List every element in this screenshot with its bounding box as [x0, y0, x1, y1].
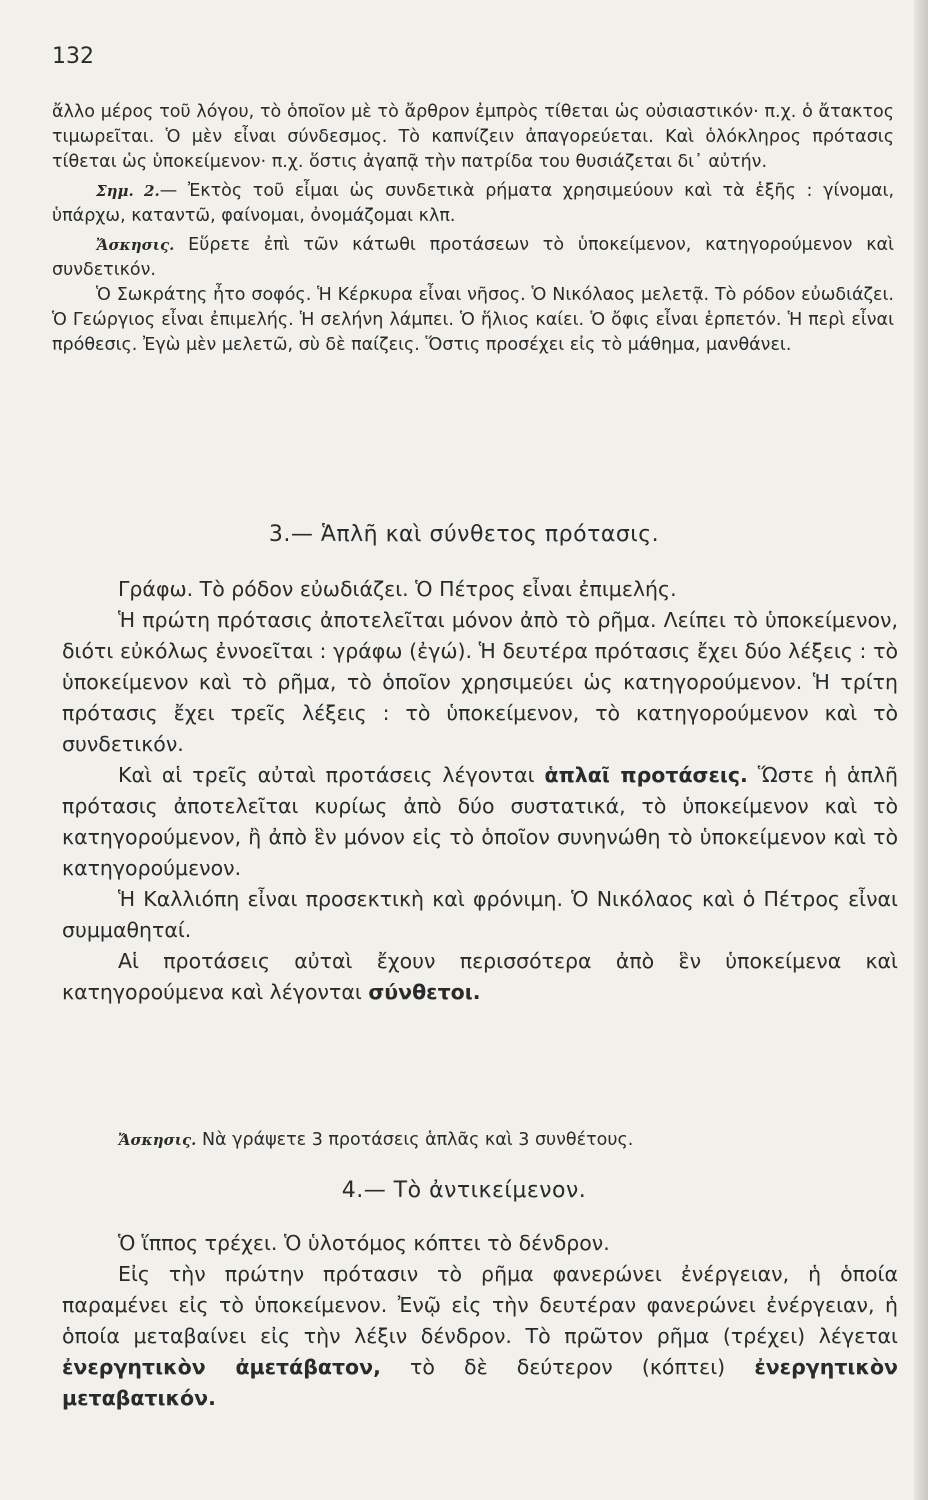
page-number: 132 — [52, 44, 94, 69]
text-run: Εἰς τὴν πρώτην πρότασιν τὸ ρῆμα φανερώνει ἐνέργειαν, ἡ ὁποία παραμένει εἰς τὸ ὑποκείμενον. Ἐνῷ εἰς τὴν δευτέραν φανερώνει ἐνέργειαν, ἡ ὁποία μεταβαίνει εἰς τὴν λέξιν δένδρον. Τὸ πρῶτον ρῆμα (τρέχει) λέγεται — [62, 1262, 898, 1348]
section-4-examples: Ὁ ἵππος τρέχει. Ὁ ὑλοτόμος κόπτει τὸ δένδρον. — [118, 1231, 610, 1255]
section-3-explanation: Ἡ πρώτη πρότασις ἀποτελεῖται μόνον ἀπὸ τὸ ρῆμα. Λείπει τὸ ὑποκείμενον, διότι εὐκόλως ἐννοεῖται : γράφω (ἐγώ). Ἡ δευτέρα πρότασις ἔχει δύο λέξεις : τὸ ὑποκείμενον καὶ τὸ ρῆμα, τὸ ὁποῖον χρησιμεύει ὡς κατηγορούμενον. Ἡ τρίτη πρότασις ἔχει τρεῖς λέξεις : τὸ ὑποκείμενον, τὸ κατηγορούμενον καὶ τὸ συνδετικόν. — [62, 608, 898, 756]
section-4-explanation — [62, 1259, 898, 1414]
page-edge-shadow — [914, 0, 928, 1500]
note-paragraph — [52, 179, 894, 229]
section-3-compound-examples: Ἡ Καλλιόπη εἶναι προσεκτικὴ καὶ φρόνιμη. Ὁ Νικόλαος καὶ ὁ Πέτρος εἶναι συμμαθηταί. — [62, 887, 898, 942]
section-3-simple-definition — [62, 760, 898, 884]
section-3-compound-definition — [62, 946, 898, 1008]
section-4-body — [62, 1228, 898, 1414]
note-text: — Ἐκτὸς τοῦ εἶμαι ὡς συνδετικὰ ρήματα χρησιμεύουν καὶ τὰ ἑξῆς : γίνομαι, ὑπάρχω, καταντῶ, φαίνομαι, ὀνομάζομαι κλπ. — [52, 181, 895, 226]
text-run: Αἱ προτάσεις αὐταὶ ἔχουν περισσότερα ἀπὸ ἓν ὑποκείμενα καὶ κατηγορούμενα καὶ λέγονται — [62, 949, 898, 1004]
term-intransitive: ἐνεργητικὸν ἀμετάβατον, — [62, 1355, 381, 1379]
term-transitive: ἐνεργητικὸν μεταβατικόν. — [62, 1355, 899, 1410]
exercise-text: Εὕρετε ἐπὶ τῶν κάτωθι προτάσεων τὸ ὑποκείμενον, κατηγορούμενον καὶ συνδετικόν. — [52, 235, 894, 280]
continuation-paragraph: ἄλλο μέρος τοῦ λόγου, τὸ ὁποῖον μὲ τὸ ἄρθρον ἐμπρὸς τίθεται ὡς οὐσιαστικόν· π.χ. ὁ ἄτακτος τιμωρεῖται. Ὁ μὲν εἶναι σύνδεσμος. Τὸ καπνίζειν ἀπαγορεύεται. Καὶ ὁλόκληρος πρότασις τίθεται ὡς ὑποκείμενον· π.χ. ὅστις ἀγαπᾷ τὴν πατρίδα του θυσιάζεται δι᾿ αὐτήν. — [52, 102, 894, 172]
section-3-heading: 3.— Ἁπλῆ καὶ σύνθετος πρότασις. — [268, 522, 660, 547]
section-4-heading: 4.— Τὸ ἀντικείμενον. — [341, 1178, 587, 1203]
section-3-body — [62, 574, 898, 1008]
exercise-text: Νὰ γράψετε 3 προτάσεις ἁπλᾶς καὶ 3 συνθέτους. — [201, 1130, 634, 1150]
exercise-paragraph — [52, 233, 894, 283]
note-label: Σημ. 2. — [96, 182, 160, 200]
term-compound: σύνθετοι. — [368, 980, 481, 1004]
exercise-line — [62, 1128, 898, 1153]
section-3-exercise — [62, 1128, 898, 1153]
examples-paragraph: Ὁ Σωκράτης ἦτο σοφός. Ἡ Κέρκυρα εἶναι νῆσος. Ὁ Νικόλαος μελετᾷ. Τὸ ρόδον εὐωδιάζει. Ὁ Γεώργιος εἶναι ἐπιμελής. Ἡ σελήνη λάμπει. Ὁ ἥλιος καίει. Ὁ ὄφις εἶναι ἑρπετόν. Ἡ περὶ εἶναι πρόθεσις. Ἐγὼ μὲν μελετῶ, σὺ δὲ παίζεις. Ὅστις προσέχει εἰς τὸ μάθημα, μανθάνει. — [52, 285, 894, 355]
text-run: Ὥστε ἡ ἁπλῆ πρότασις ἀποτελεῖται κυρίως ἀπὸ δύο συστατικά, τὸ ὑποκείμενον καὶ τὸ κατηγορούμενον, ἢ ἀπὸ ἓν μόνον εἰς τὸ ὁποῖον συνηνώθη τὸ ὑποκείμενον καὶ τὸ κατηγορούμενον. — [62, 763, 899, 880]
section-3-examples: Γράφω. Τὸ ρόδον εὐωδιάζει. Ὁ Πέτρος εἶναι ἐπιμελής. — [118, 577, 677, 601]
exercise-label: Ἄσκησις. — [118, 1131, 197, 1149]
term-simple: ἁπλαῖ προτάσεις. — [544, 763, 748, 787]
top-block — [52, 100, 894, 358]
exercise-label: Ἄσκησις. — [96, 236, 175, 254]
text-run: Καὶ αἱ τρεῖς αὐταὶ προτάσεις λέγονται — [118, 763, 545, 787]
text-run: τὸ δὲ δεύτερον (κόπτει) — [380, 1355, 755, 1379]
